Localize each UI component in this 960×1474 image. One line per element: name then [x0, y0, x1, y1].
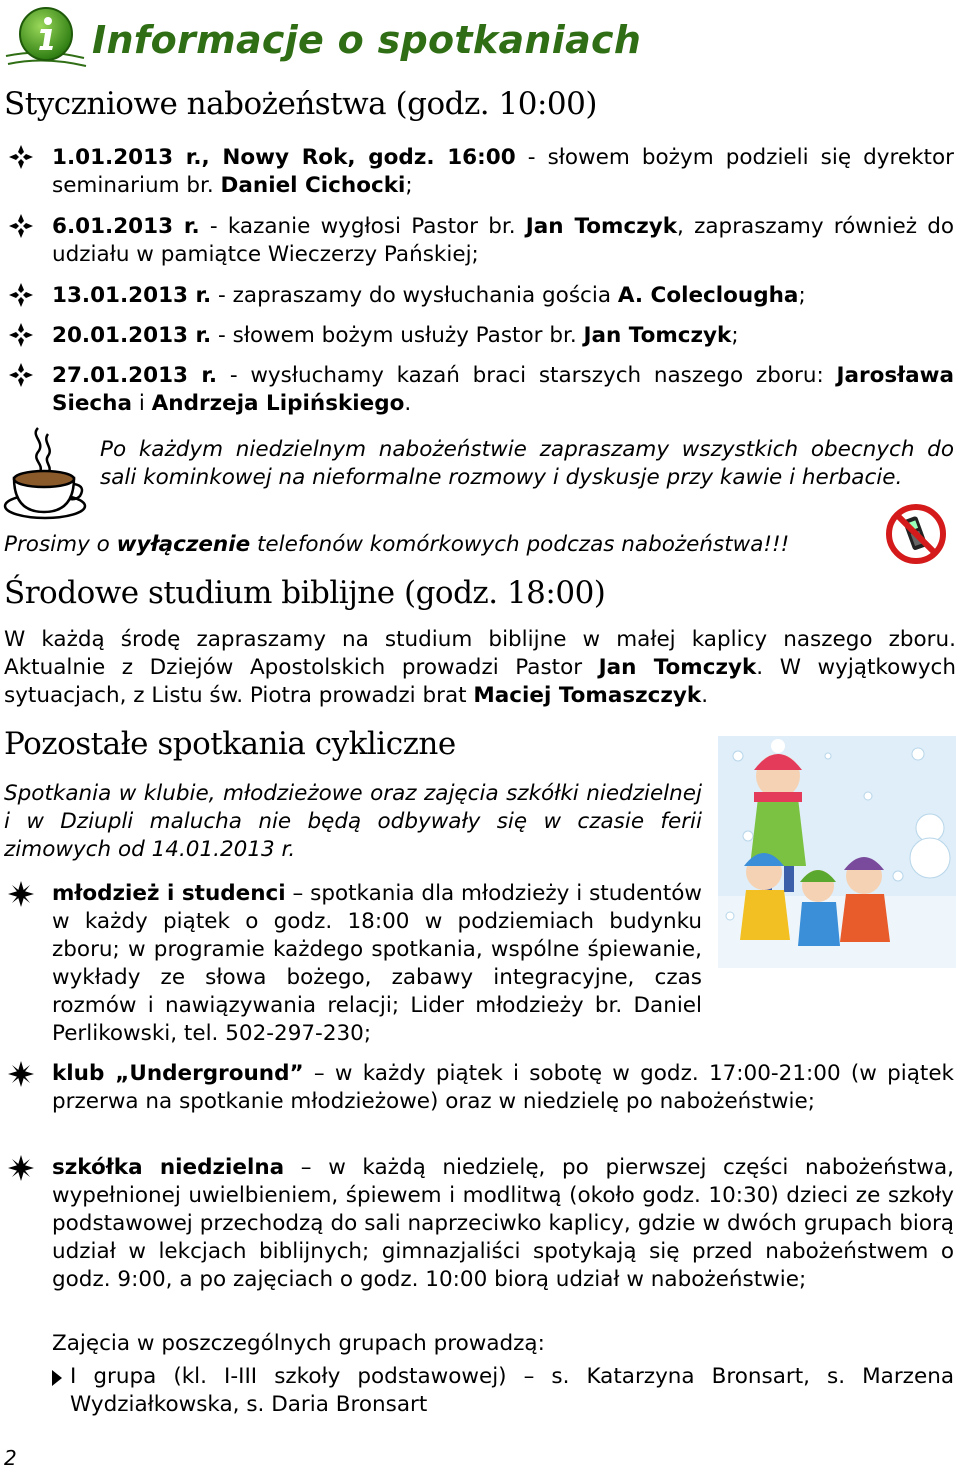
- page-number: 2: [4, 1446, 17, 1470]
- list-item: 13.01.2013 r. - zapraszamy do wysłuchania gościa A. Coleclougha;: [52, 283, 806, 308]
- masthead: [4, 4, 954, 84]
- list-item: klub „Underground” – w każdy piątek i sobotę w godz. 17:00-21:00 (w piątek przerwa na spotkanie młodzieżowe) oraz w niedzielę po nabożeństwie;: [52, 1061, 954, 1114]
- wednesday-text: W każdą środę zapraszamy na studium biblijne w małej kaplicy naszego zboru. Aktualnie z Dziejów Apostolskich prowadzi Pastor Jan Tomczyk. W wyjątkowych sytuacjach, z Listu św. Piotra prowadzi brat Maciej Tomaszczyk.: [4, 627, 957, 708]
- list-item: szkółka niedzielna – w każdą niedzielę, po pierwszej części nabożeństwa, wypełnionej uwielbieniem, śpiewem i modlitwą (około godz. 10:30) dzieci ze szkoły podstawowej przechodzą do sali naprzeciwko kaplicy, gdzie w dwóch grupach biorą udział w lekcjach biblijnych; gimnazjaliści spotykają się przed nabożeństwem o godz. 9:00, a po zajęciach o godz. 10:00 biorą udział w nabożeństwie;: [52, 1155, 954, 1292]
- section-heading-other: Pozostałe spotkania cykliczne: [4, 726, 456, 762]
- list-item: I grupa (kl. I-III szkoły podstawowej) – s. Katarzyna Bronsart, s. Marzena Wydziałkowska, s. Daria Bronsart: [70, 1364, 954, 1417]
- diamond-bullet-icon: [8, 362, 34, 388]
- list-item: 6.01.2013 r. - kazanie wygłosi Pastor br. Jan Tomczyk, zapraszamy również do udziału w pamiątce Wieczerzy Pańskiej;: [52, 214, 955, 267]
- triangle-bullet-icon: [50, 1369, 64, 1387]
- list-item: młodzież i studenci – spotkania dla młodzieży i studentów w każdy piątek o godz. 18:00 w podziemiach budynku zboru; w programie każdego spotkania, wspólne śpiewanie, wykłady ze słowa bożego, zabawy integracyjne, czas rozmów i nawiązywania relacji; Lider młodzieży br. Daniel Perlikowski, tel. 502-297-230;: [52, 881, 703, 1046]
- list-item: 20.01.2013 r. - słowem bożym usłuży Pastor br. Jan Tomczyk;: [52, 323, 739, 348]
- list-item: 1.01.2013 r., Nowy Rok, godz. 16:00 - słowem bożym podzieli się dyrektor seminarium br. Daniel Cichocki;: [52, 145, 954, 198]
- page-title: Informacje o spotkaniach: [92, 18, 642, 62]
- star-bullet-icon: [8, 1061, 34, 1087]
- coffee-cup-icon: [2, 424, 88, 522]
- holiday-notice: Spotkania w klubie, młodzieżowe oraz zajęcia szkółki niedzielnej i w Dziupli malucha nie będą odbywały się w czasie ferii zimowych od 14.01.2013 r.: [4, 781, 702, 862]
- section-heading-january: Styczniowe nabożeństwa (godz. 10:00): [4, 86, 597, 122]
- groups-intro: Zajęcia w poszczególnych grupach prowadzą:: [52, 1331, 545, 1356]
- diamond-bullet-icon: [8, 213, 34, 239]
- list-item: 27.01.2013 r. - wysłuchamy kazań braci starszych naszego zboru: Jarosława Siecha i Andrzeja Lipińskiego.: [52, 363, 954, 416]
- star-bullet-icon: [8, 1155, 34, 1181]
- no-phone-icon: [885, 503, 947, 565]
- phones-note: Prosimy o wyłączenie telefonów komórkowych podczas nabożeństwa!!!: [4, 532, 790, 557]
- section-heading-wednesday: Środowe studium biblijne (godz. 18:00): [4, 575, 606, 611]
- diamond-bullet-icon: [8, 282, 34, 308]
- coffee-note: Po każdym niedzielnym nabożeństwie zapraszamy wszystkich obecnych do sali kominkowej na nieformalne rozmowy i dyskusje przy kawie i herbacie.: [100, 437, 954, 490]
- diamond-bullet-icon: [8, 144, 34, 170]
- info-icon: [4, 4, 88, 78]
- diamond-bullet-icon: [8, 322, 34, 348]
- kids-winter-illustration: [718, 736, 956, 968]
- star-bullet-icon: [8, 881, 34, 907]
